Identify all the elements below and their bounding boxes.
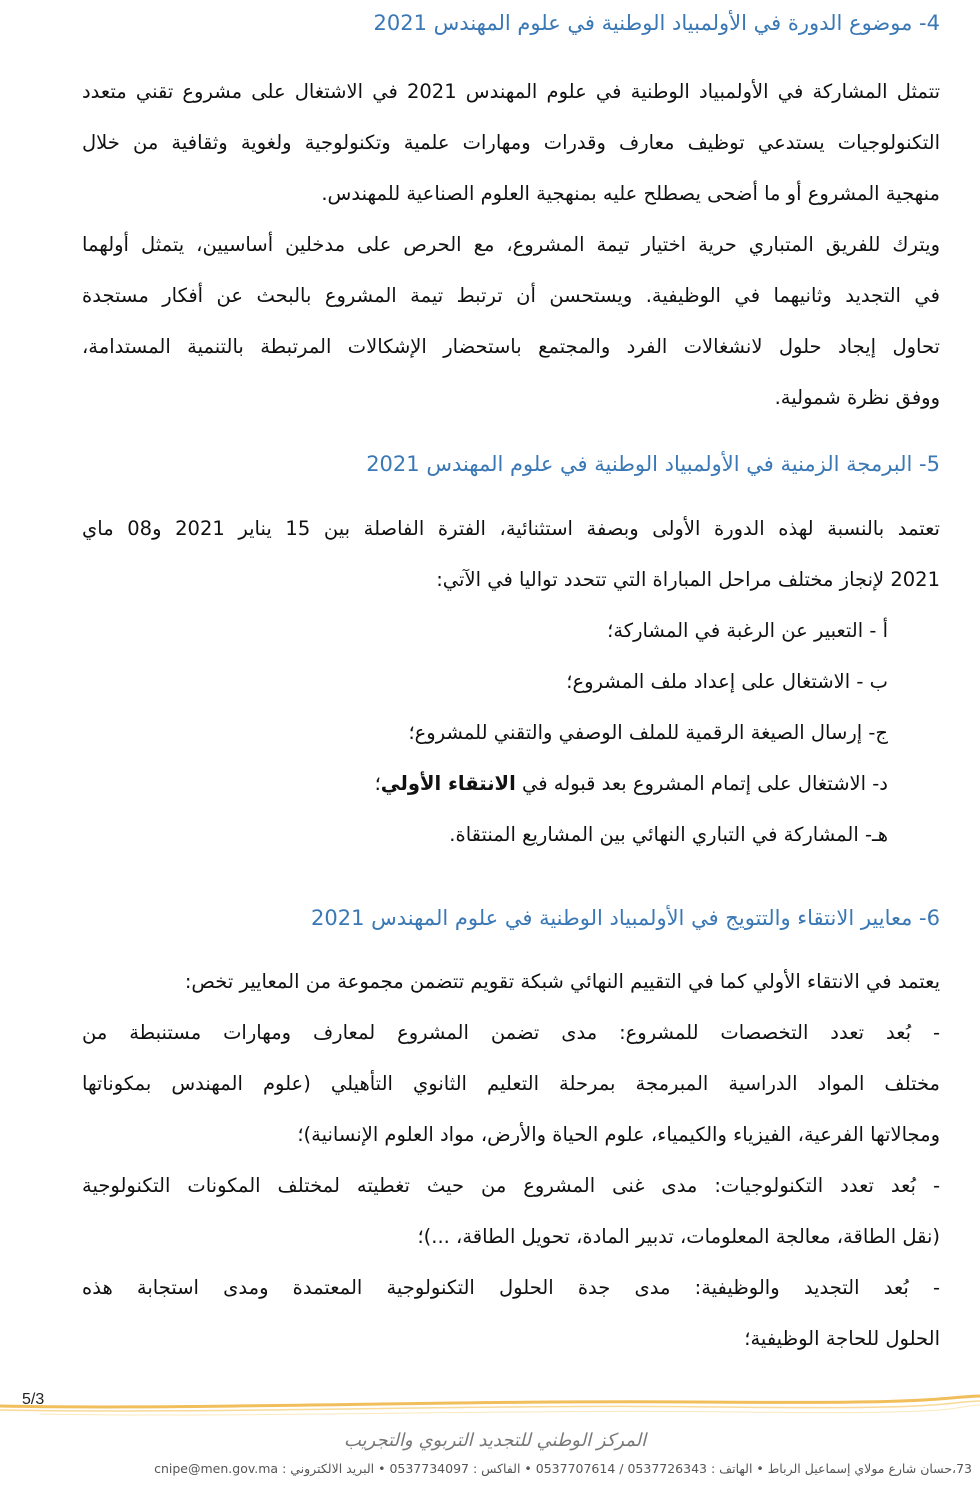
- text-line: ووفق نظرة شمولية.: [774, 386, 940, 409]
- section-6-body: [82, 956, 940, 1364]
- footer-organization: المركز الوطني للتجديد التربوي والتجريب: [343, 1430, 647, 1451]
- text-line: في التجديد وثانيهما في الوظيفية. ويستحسن أن ترتبط تيمة المشروع بالبحث عن أفكار مستجدة: [82, 284, 940, 307]
- text-line: - بُعد تعدد التكنولوجيات: مدى غنى المشروع من حيث تغطيته لمختلف المكونات التكنولوجية: [82, 1174, 940, 1197]
- text-line: مختلف المواد الدراسية المبرمجة بمرحلة التعليم الثانوي التأهيلي (علوم المهندس بمكوناتها: [82, 1072, 940, 1095]
- list-item: هـ- المشاركة في التباري النهائي بين المشاريع المنتقاة.: [449, 823, 888, 846]
- text-line: التكنولوجيات يستدعي توظيف معارف وقدرات ومهارات علمية وتكنولوجية ولغوية وثقافية من خلال: [82, 131, 940, 154]
- footer-swoosh-decoration: [0, 1392, 980, 1422]
- step-d-text: د- الاشتغال على إتمام المشروع بعد قبوله في: [515, 772, 888, 795]
- section-4-body: [82, 66, 940, 423]
- list-item: أ - التعبير عن الرغبة في المشاركة؛: [607, 619, 888, 642]
- list-item: ج- إرسال الصيغة الرقمية للملف الوصفي والتقني للمشروع؛: [408, 721, 888, 744]
- text-line: منهجية المشروع أو ما أضحى يصطلح عليه بمنهجية العلوم الصناعية للمهندس.: [321, 182, 940, 205]
- text-line: ويترك للفريق المتباري حرية اختيار تيمة المشروع، مع الحرص على مدخلين أساسيين، يتمثل أولهما: [82, 233, 940, 256]
- page-number: 5/3: [22, 1391, 45, 1408]
- footer-contact-line: 73،حسان شارع مولاي إسماعيل الرباط • الهاتف : 0537726343 / 0537707614 • الفاكس : 0537734097 • البريد الالكتروني : cnipe@men.gov.ma: [154, 1461, 972, 1476]
- stages-list: [82, 605, 888, 860]
- text-line: الحلول للحاجة الوظيفية؛: [744, 1327, 940, 1350]
- section-5-heading: 5- البرمجة الزمنية في الأولمبياد الوطنية في علوم المهندس 2021: [366, 452, 940, 476]
- text-line: تتمثل المشاركة في الأولمبياد الوطنية في علوم المهندس 2021 في الاشتغال على مشروع تقني متعدد: [82, 80, 941, 103]
- text-line: - بُعد تعدد التخصصات للمشروع: مدى تضمن المشروع لمعارف ومهارات مستنبطة من: [82, 1021, 940, 1044]
- step-d-bold: الانتقاء الأولي: [380, 772, 516, 795]
- text-line: تحاول إيجاد حلول لانشغالات الفرد والمجتمع باستحضار الإشكالات المرتبطة بالتنمية المستدامة،: [82, 335, 940, 358]
- list-item: ب - الاشتغال على إعداد ملف المشروع؛: [566, 670, 888, 693]
- section-4-heading: 4- موضوع الدورة في الأولمبياد الوطنية في علوم المهندس 2021: [373, 11, 940, 35]
- step-d-suffix: ؛: [374, 772, 381, 795]
- section-5-intro: [82, 503, 940, 605]
- text-line: تعتمد بالنسبة لهذه الدورة الأولى وبصفة استثنائية، الفترة الفاصلة بين 15 يناير 2021 و08 ماي: [82, 517, 940, 540]
- list-item: [82, 758, 888, 809]
- text-line: يعتمد في الانتقاء الأولي كما في التقييم النهائي شبكة تقويم تتضمن مجموعة من المعايير تخص:: [184, 970, 940, 993]
- text-line: ومجالاتها الفرعية، الفيزياء والكيمياء، علوم الحياة والأرض، مواد العلوم الإنسانية)؛: [297, 1123, 940, 1146]
- text-line: (نقل الطاقة، معالجة المعلومات، تدبير المادة، تحويل الطاقة، ...)؛: [417, 1225, 940, 1248]
- text-line: - بُعد التجديد والوظيفية: مدى جدة الحلول التكنولوجية المعتمدة ومدى استجابة هذه: [82, 1276, 940, 1299]
- section-6-heading: 6- معايير الانتقاء والتتويج في الأولمبياد الوطنية في علوم المهندس 2021: [311, 906, 940, 930]
- text-line: 2021 لإنجاز مختلف مراحل المباراة التي تتحدد تواليا في الآتي:: [436, 568, 940, 591]
